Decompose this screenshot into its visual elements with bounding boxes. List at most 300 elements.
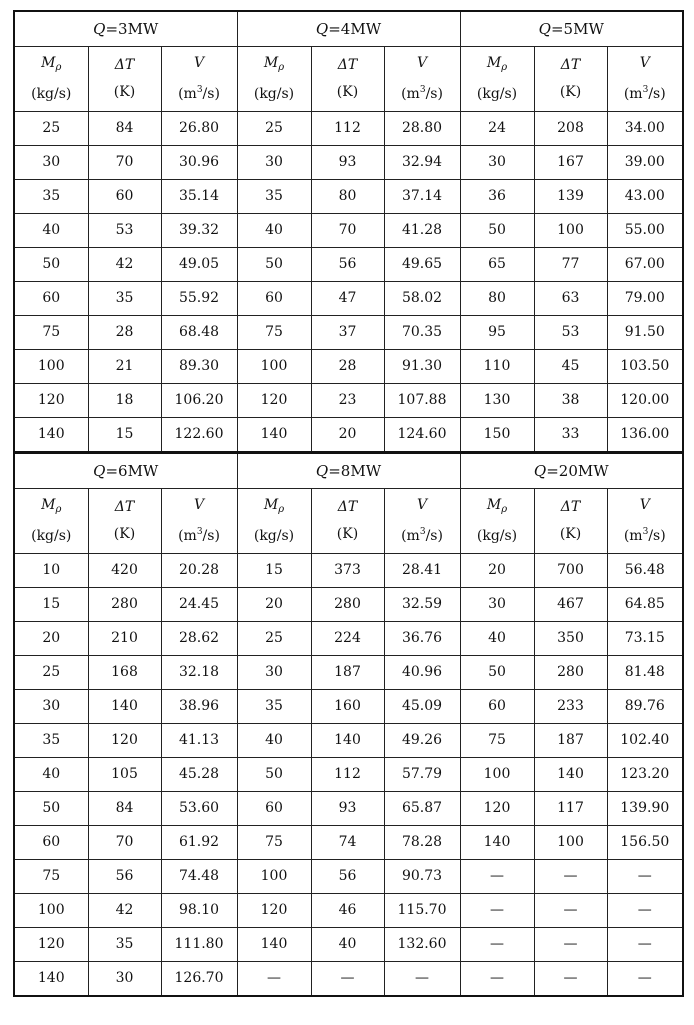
col-header-mass-flow bbox=[14, 489, 88, 554]
cell-mass-flow: 60 bbox=[460, 690, 534, 724]
cell-mass-flow: 140 bbox=[14, 418, 88, 453]
cell-volume-flow: 35.14 bbox=[161, 180, 237, 214]
cell-volume-flow: 36.76 bbox=[384, 622, 460, 656]
temp-rise-unit: (K) bbox=[113, 84, 136, 100]
temp-rise-unit: (K) bbox=[336, 526, 359, 542]
cell-mass-flow: — bbox=[237, 962, 311, 997]
cell-temp-rise: 139 bbox=[534, 180, 607, 214]
mass-flow-subscript: ρ bbox=[55, 504, 62, 515]
cell-temp-rise: 187 bbox=[311, 656, 384, 690]
mass-flow-symbol: M bbox=[263, 497, 279, 513]
cell-temp-rise: 35 bbox=[88, 282, 161, 316]
mass-flow-subscript: ρ bbox=[501, 62, 508, 73]
cell-temp-rise: 84 bbox=[88, 112, 161, 146]
col-header-temp-rise bbox=[311, 47, 384, 112]
temp-rise-unit: (K) bbox=[113, 526, 136, 542]
cell-temp-rise: 53 bbox=[88, 214, 161, 248]
cell-mass-flow: 50 bbox=[237, 248, 311, 282]
cell-temp-rise: 420 bbox=[88, 554, 161, 588]
mass-flow-subscript: ρ bbox=[278, 504, 285, 515]
cell-mass-flow: 75 bbox=[460, 724, 534, 758]
col-header-temp-rise bbox=[534, 47, 607, 112]
cell-temp-rise: 233 bbox=[534, 690, 607, 724]
cell-temp-rise: 700 bbox=[534, 554, 607, 588]
cell-volume-flow: 74.48 bbox=[161, 860, 237, 894]
cell-mass-flow: 40 bbox=[14, 758, 88, 792]
col-header-mass-flow bbox=[237, 489, 311, 554]
table-row bbox=[14, 826, 683, 860]
mass-flow-unit: (kg/s) bbox=[31, 528, 72, 544]
heat-release-group-header bbox=[460, 453, 683, 489]
cell-mass-flow: 60 bbox=[237, 282, 311, 316]
table-row bbox=[14, 248, 683, 282]
cell-mass-flow: 30 bbox=[14, 690, 88, 724]
heat-release-symbol: Q bbox=[533, 461, 547, 480]
mass-flow-unit: (kg/s) bbox=[476, 86, 518, 102]
cell-temp-rise: 42 bbox=[88, 894, 161, 928]
cell-volume-flow: 41.28 bbox=[384, 214, 460, 248]
col-header-temp-rise bbox=[311, 489, 384, 554]
cell-temp-rise: 373 bbox=[311, 554, 384, 588]
table-row bbox=[14, 724, 683, 758]
cell-temp-rise: 20 bbox=[311, 418, 384, 453]
col-header-temp-rise bbox=[88, 47, 161, 112]
temp-rise-symbol: ΔT bbox=[114, 499, 135, 515]
cell-volume-flow: 89.76 bbox=[607, 690, 683, 724]
cell-mass-flow: 95 bbox=[460, 316, 534, 350]
cell-volume-flow: 70.35 bbox=[384, 316, 460, 350]
temp-rise-symbol: ΔT bbox=[560, 499, 581, 515]
cell-volume-flow: 89.30 bbox=[161, 350, 237, 384]
column-header-row bbox=[14, 489, 683, 554]
cell-temp-rise: 60 bbox=[88, 180, 161, 214]
heat-release-symbol: Q bbox=[315, 19, 329, 38]
cell-temp-rise: 47 bbox=[311, 282, 384, 316]
cell-temp-rise: 80 bbox=[311, 180, 384, 214]
volume-unit-superscript: 3 bbox=[642, 85, 649, 95]
cell-temp-rise: 84 bbox=[88, 792, 161, 826]
cell-mass-flow: 100 bbox=[237, 860, 311, 894]
cell-volume-flow: 26.80 bbox=[161, 112, 237, 146]
col-header-temp-rise bbox=[534, 489, 607, 554]
mass-flow-subscript: ρ bbox=[501, 504, 508, 515]
col-header-volume-flow bbox=[384, 47, 460, 112]
mass-flow-unit: (kg/s) bbox=[253, 528, 295, 544]
cell-temp-rise: 105 bbox=[88, 758, 161, 792]
cell-temp-rise: 112 bbox=[311, 758, 384, 792]
volume-unit-suffix: /s) bbox=[202, 528, 220, 544]
volume-flow-unit bbox=[624, 86, 666, 102]
cell-mass-flow: 60 bbox=[14, 826, 88, 860]
table-row bbox=[14, 214, 683, 248]
cell-volume-flow: 49.05 bbox=[161, 248, 237, 282]
cell-volume-flow: — bbox=[607, 860, 683, 894]
cell-mass-flow: 100 bbox=[14, 350, 88, 384]
cell-volume-flow: 39.00 bbox=[607, 146, 683, 180]
mass-flow-symbol: M bbox=[41, 497, 56, 513]
temp-rise-symbol: ΔT bbox=[560, 57, 581, 73]
cell-volume-flow: 49.65 bbox=[384, 248, 460, 282]
cell-volume-flow: 32.94 bbox=[384, 146, 460, 180]
heat-release-value: =3MW bbox=[105, 19, 159, 38]
volume-unit-superscript: 3 bbox=[196, 85, 203, 95]
group-header-row bbox=[14, 453, 683, 489]
cell-volume-flow: 64.85 bbox=[607, 588, 683, 622]
col-header-mass-flow bbox=[460, 489, 534, 554]
cell-temp-rise: — bbox=[534, 962, 607, 997]
cell-temp-rise: 28 bbox=[311, 350, 384, 384]
cell-volume-flow: 34.00 bbox=[607, 112, 683, 146]
cell-temp-rise: 42 bbox=[88, 248, 161, 282]
cell-mass-flow: 50 bbox=[14, 248, 88, 282]
heat-release-group-header bbox=[237, 11, 460, 47]
volume-unit-suffix: /s) bbox=[202, 86, 220, 102]
temp-rise-symbol: ΔT bbox=[114, 57, 135, 73]
cell-mass-flow: 75 bbox=[237, 316, 311, 350]
mass-flow-symbol: M bbox=[41, 55, 56, 71]
cell-mass-flow: 75 bbox=[237, 826, 311, 860]
cell-mass-flow: 140 bbox=[237, 928, 311, 962]
cell-volume-flow: — bbox=[607, 928, 683, 962]
cell-mass-flow: 25 bbox=[14, 112, 88, 146]
cell-mass-flow: 30 bbox=[237, 656, 311, 690]
heat-release-symbol: Q bbox=[93, 461, 106, 480]
volume-flow-symbol: V bbox=[639, 497, 650, 513]
cell-mass-flow: 140 bbox=[14, 962, 88, 997]
cell-volume-flow: 65.87 bbox=[384, 792, 460, 826]
table-row bbox=[14, 112, 683, 146]
volume-unit-suffix: /s) bbox=[648, 528, 666, 544]
cell-temp-rise: 70 bbox=[88, 826, 161, 860]
table-row bbox=[14, 690, 683, 724]
col-header-mass-flow bbox=[460, 47, 534, 112]
cell-volume-flow: 156.50 bbox=[607, 826, 683, 860]
cell-mass-flow: 20 bbox=[14, 622, 88, 656]
heat-release-group-header bbox=[237, 453, 460, 489]
cell-temp-rise: 160 bbox=[311, 690, 384, 724]
volume-unit-suffix: /s) bbox=[425, 86, 443, 102]
table-row bbox=[14, 554, 683, 588]
cell-temp-rise: 210 bbox=[88, 622, 161, 656]
cell-volume-flow: 32.59 bbox=[384, 588, 460, 622]
heat-release-value: =4MW bbox=[328, 19, 382, 38]
cell-volume-flow: 102.40 bbox=[607, 724, 683, 758]
heat-release-value: =8MW bbox=[328, 461, 382, 480]
volume-flow-symbol: V bbox=[193, 497, 205, 513]
cell-volume-flow: 40.96 bbox=[384, 656, 460, 690]
volume-unit-suffix: /s) bbox=[425, 528, 443, 544]
cell-temp-rise: 93 bbox=[311, 146, 384, 180]
cell-mass-flow: 25 bbox=[14, 656, 88, 690]
cell-mass-flow: 20 bbox=[237, 588, 311, 622]
cell-temp-rise: 56 bbox=[88, 860, 161, 894]
mass-flow-unit: (kg/s) bbox=[31, 86, 72, 102]
cell-mass-flow: 140 bbox=[460, 826, 534, 860]
cell-temp-rise: 45 bbox=[534, 350, 607, 384]
cell-volume-flow: 126.70 bbox=[161, 962, 237, 997]
cell-volume-flow: 41.13 bbox=[161, 724, 237, 758]
cell-mass-flow: 20 bbox=[460, 554, 534, 588]
cell-volume-flow: 45.28 bbox=[161, 758, 237, 792]
cell-mass-flow: 36 bbox=[460, 180, 534, 214]
cell-temp-rise: 168 bbox=[88, 656, 161, 690]
volume-unit-prefix: (m bbox=[178, 528, 197, 544]
temp-rise-unit: (K) bbox=[559, 84, 582, 100]
cell-volume-flow: — bbox=[607, 962, 683, 997]
cell-mass-flow: 110 bbox=[460, 350, 534, 384]
cell-mass-flow: — bbox=[460, 894, 534, 928]
cell-mass-flow: 100 bbox=[460, 758, 534, 792]
cell-volume-flow: 28.41 bbox=[384, 554, 460, 588]
cell-volume-flow: 43.00 bbox=[607, 180, 683, 214]
cell-temp-rise: 224 bbox=[311, 622, 384, 656]
cell-volume-flow: 91.30 bbox=[384, 350, 460, 384]
col-header-volume-flow bbox=[384, 489, 460, 554]
cell-temp-rise: 93 bbox=[311, 792, 384, 826]
mass-flow-symbol: M bbox=[486, 497, 502, 513]
cell-mass-flow: 130 bbox=[460, 384, 534, 418]
volume-flow-symbol: V bbox=[416, 55, 428, 71]
heat-release-group-header bbox=[14, 453, 237, 489]
cell-temp-rise: 33 bbox=[534, 418, 607, 453]
cell-mass-flow: 120 bbox=[237, 894, 311, 928]
cell-volume-flow: 39.32 bbox=[161, 214, 237, 248]
col-header-volume-flow bbox=[161, 489, 237, 554]
cell-temp-rise: — bbox=[534, 928, 607, 962]
cell-mass-flow: 50 bbox=[460, 656, 534, 690]
cell-mass-flow: 80 bbox=[460, 282, 534, 316]
cell-mass-flow: 60 bbox=[14, 282, 88, 316]
cell-temp-rise: 112 bbox=[311, 112, 384, 146]
cell-volume-flow: 123.20 bbox=[607, 758, 683, 792]
heat-release-value: =20MW bbox=[546, 461, 609, 480]
cell-mass-flow: 30 bbox=[460, 146, 534, 180]
cell-mass-flow: 100 bbox=[14, 894, 88, 928]
table-row bbox=[14, 928, 683, 962]
cell-temp-rise: 46 bbox=[311, 894, 384, 928]
volume-flow-unit bbox=[624, 528, 666, 544]
cell-mass-flow: 35 bbox=[14, 724, 88, 758]
cell-mass-flow: 15 bbox=[237, 554, 311, 588]
volume-flow-unit bbox=[178, 86, 220, 102]
cell-temp-rise: 35 bbox=[88, 928, 161, 962]
cell-mass-flow: 35 bbox=[14, 180, 88, 214]
cell-volume-flow: 61.92 bbox=[161, 826, 237, 860]
table-row bbox=[14, 282, 683, 316]
cell-volume-flow: 132.60 bbox=[384, 928, 460, 962]
volume-flow-unit bbox=[178, 528, 220, 544]
cell-temp-rise: 63 bbox=[534, 282, 607, 316]
cell-volume-flow: 55.00 bbox=[607, 214, 683, 248]
temp-rise-symbol: ΔT bbox=[337, 57, 358, 73]
cell-volume-flow: 53.60 bbox=[161, 792, 237, 826]
table-row bbox=[14, 860, 683, 894]
cell-mass-flow: 50 bbox=[460, 214, 534, 248]
volume-unit-prefix: (m bbox=[401, 528, 420, 544]
heat-release-value: =5MW bbox=[550, 19, 604, 38]
heat-release-symbol: Q bbox=[538, 19, 551, 38]
table-row bbox=[14, 180, 683, 214]
col-header-volume-flow bbox=[607, 489, 683, 554]
volume-flow-symbol: V bbox=[639, 55, 650, 71]
heat-release-symbol: Q bbox=[315, 461, 329, 480]
cell-volume-flow: 28.62 bbox=[161, 622, 237, 656]
mass-flow-unit: (kg/s) bbox=[476, 528, 518, 544]
cell-mass-flow: 40 bbox=[14, 214, 88, 248]
cell-volume-flow: 28.80 bbox=[384, 112, 460, 146]
cell-mass-flow: 35 bbox=[237, 180, 311, 214]
cell-temp-rise: 70 bbox=[88, 146, 161, 180]
cell-temp-rise: — bbox=[311, 962, 384, 997]
temp-rise-unit: (K) bbox=[336, 84, 359, 100]
cell-temp-rise: 23 bbox=[311, 384, 384, 418]
table-row bbox=[14, 384, 683, 418]
cell-mass-flow: 50 bbox=[237, 758, 311, 792]
cell-mass-flow: 120 bbox=[460, 792, 534, 826]
cell-temp-rise: — bbox=[534, 894, 607, 928]
cell-temp-rise: 280 bbox=[88, 588, 161, 622]
cell-temp-rise: 40 bbox=[311, 928, 384, 962]
cell-volume-flow: 32.18 bbox=[161, 656, 237, 690]
cell-volume-flow: 111.80 bbox=[161, 928, 237, 962]
cell-temp-rise: 77 bbox=[534, 248, 607, 282]
volume-unit-superscript: 3 bbox=[642, 527, 649, 537]
temp-rise-unit: (K) bbox=[559, 526, 582, 542]
volume-flow-unit bbox=[401, 86, 443, 102]
cell-volume-flow: 103.50 bbox=[607, 350, 683, 384]
cell-volume-flow: 37.14 bbox=[384, 180, 460, 214]
cell-temp-rise: 120 bbox=[88, 724, 161, 758]
cell-volume-flow: 91.50 bbox=[607, 316, 683, 350]
mass-flow-unit: (kg/s) bbox=[253, 86, 295, 102]
cell-mass-flow: 10 bbox=[14, 554, 88, 588]
volume-unit-prefix: (m bbox=[178, 86, 197, 102]
col-header-mass-flow bbox=[237, 47, 311, 112]
table-row bbox=[14, 622, 683, 656]
cell-temp-rise: 28 bbox=[88, 316, 161, 350]
cell-mass-flow: 60 bbox=[237, 792, 311, 826]
table-row bbox=[14, 758, 683, 792]
table-block-2 bbox=[14, 453, 683, 997]
table-block-1 bbox=[14, 11, 683, 453]
cell-mass-flow: 120 bbox=[237, 384, 311, 418]
cell-temp-rise: 38 bbox=[534, 384, 607, 418]
cell-volume-flow: 107.88 bbox=[384, 384, 460, 418]
cell-temp-rise: 140 bbox=[88, 690, 161, 724]
cell-mass-flow: — bbox=[460, 860, 534, 894]
cell-temp-rise: 467 bbox=[534, 588, 607, 622]
volume-flow-symbol: V bbox=[416, 497, 428, 513]
volume-unit-suffix: /s) bbox=[648, 86, 666, 102]
col-header-temp-rise bbox=[88, 489, 161, 554]
mass-flow-symbol: M bbox=[486, 55, 502, 71]
cell-mass-flow: 40 bbox=[237, 724, 311, 758]
cell-temp-rise: 140 bbox=[311, 724, 384, 758]
cell-volume-flow: 20.28 bbox=[161, 554, 237, 588]
temp-rise-symbol: ΔT bbox=[337, 499, 358, 515]
cell-temp-rise: 117 bbox=[534, 792, 607, 826]
cell-volume-flow: 58.02 bbox=[384, 282, 460, 316]
cell-volume-flow: 98.10 bbox=[161, 894, 237, 928]
volume-unit-superscript: 3 bbox=[196, 527, 203, 537]
volume-unit-prefix: (m bbox=[401, 86, 420, 102]
volume-unit-prefix: (m bbox=[623, 528, 643, 544]
cell-mass-flow: 150 bbox=[460, 418, 534, 453]
cell-mass-flow: 15 bbox=[14, 588, 88, 622]
cell-temp-rise: 21 bbox=[88, 350, 161, 384]
cell-temp-rise: 74 bbox=[311, 826, 384, 860]
table-row bbox=[14, 656, 683, 690]
cell-mass-flow: 120 bbox=[14, 928, 88, 962]
cell-mass-flow: 140 bbox=[237, 418, 311, 453]
cell-mass-flow: 30 bbox=[14, 146, 88, 180]
cell-volume-flow: 68.48 bbox=[161, 316, 237, 350]
volume-unit-superscript: 3 bbox=[419, 527, 426, 537]
cell-temp-rise: 187 bbox=[534, 724, 607, 758]
cell-temp-rise: 280 bbox=[534, 656, 607, 690]
cell-temp-rise: 350 bbox=[534, 622, 607, 656]
cell-volume-flow: 78.28 bbox=[384, 826, 460, 860]
cell-mass-flow: 65 bbox=[460, 248, 534, 282]
cell-mass-flow: 40 bbox=[237, 214, 311, 248]
cell-temp-rise: 18 bbox=[88, 384, 161, 418]
volume-flow-unit bbox=[401, 528, 443, 544]
cell-temp-rise: 56 bbox=[311, 248, 384, 282]
cell-volume-flow: 49.26 bbox=[384, 724, 460, 758]
cell-volume-flow: 106.20 bbox=[161, 384, 237, 418]
col-header-mass-flow bbox=[14, 47, 88, 112]
cell-mass-flow: 25 bbox=[237, 622, 311, 656]
cell-mass-flow: 100 bbox=[237, 350, 311, 384]
mass-flow-subscript: ρ bbox=[55, 62, 62, 73]
cell-temp-rise: 208 bbox=[534, 112, 607, 146]
cell-temp-rise: 15 bbox=[88, 418, 161, 453]
table-row bbox=[14, 588, 683, 622]
cell-mass-flow: 30 bbox=[460, 588, 534, 622]
cell-mass-flow: 120 bbox=[14, 384, 88, 418]
data-table-container bbox=[13, 10, 682, 997]
cell-mass-flow: 35 bbox=[237, 690, 311, 724]
cell-volume-flow: 67.00 bbox=[607, 248, 683, 282]
table-row bbox=[14, 350, 683, 384]
cell-volume-flow: 79.00 bbox=[607, 282, 683, 316]
volume-flow-symbol: V bbox=[193, 55, 205, 71]
heat-release-symbol: Q bbox=[93, 19, 106, 38]
cell-volume-flow: 124.60 bbox=[384, 418, 460, 453]
volume-unit-prefix: (m bbox=[623, 86, 643, 102]
cell-temp-rise: 140 bbox=[534, 758, 607, 792]
table-row bbox=[14, 316, 683, 350]
cell-temp-rise: — bbox=[534, 860, 607, 894]
cell-volume-flow: 24.45 bbox=[161, 588, 237, 622]
col-header-volume-flow bbox=[161, 47, 237, 112]
data-table bbox=[13, 10, 684, 997]
cell-volume-flow: — bbox=[607, 894, 683, 928]
heat-release-group-header bbox=[14, 11, 237, 47]
cell-mass-flow: — bbox=[460, 928, 534, 962]
cell-mass-flow: 30 bbox=[237, 146, 311, 180]
cell-mass-flow: 40 bbox=[460, 622, 534, 656]
heat-release-group-header bbox=[460, 11, 683, 47]
group-header-row bbox=[14, 11, 683, 47]
table-row bbox=[14, 792, 683, 826]
cell-volume-flow: 56.48 bbox=[607, 554, 683, 588]
cell-temp-rise: 100 bbox=[534, 826, 607, 860]
cell-volume-flow: — bbox=[384, 962, 460, 997]
cell-temp-rise: 100 bbox=[534, 214, 607, 248]
volume-unit-superscript: 3 bbox=[419, 85, 426, 95]
table-row bbox=[14, 894, 683, 928]
